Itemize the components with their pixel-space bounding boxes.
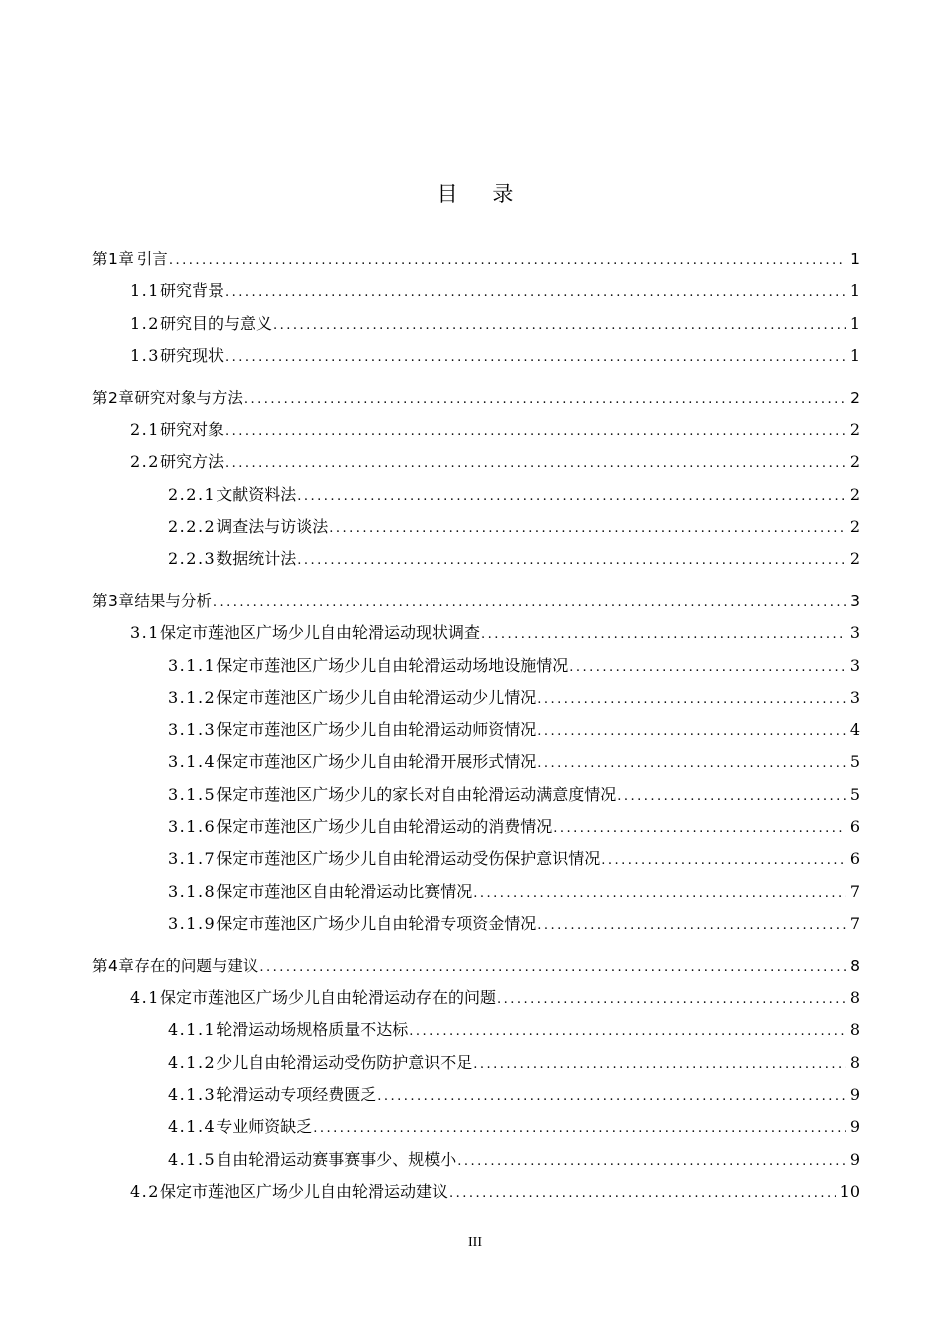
toc-dot-leader: [568, 652, 846, 684]
toc-dot-leader: [328, 513, 846, 545]
toc-dot-leader: [224, 448, 846, 480]
toc-entry-page: 3: [849, 687, 860, 707]
toc-entry-title: 保定市莲池区广场少儿自由轮滑开展形式情况: [216, 752, 537, 772]
toc-dot-leader: [272, 310, 846, 342]
toc-entry-number: 3.1.4: [168, 752, 217, 772]
toc-dot-leader: [408, 1016, 846, 1048]
toc-entry-number: 4.1: [130, 988, 160, 1008]
toc-section-entry[interactable]: [92, 982, 860, 1014]
toc-section-entry[interactable]: [92, 876, 860, 908]
toc-section-entry[interactable]: [92, 308, 860, 340]
toc-section-entry[interactable]: [92, 1014, 860, 1046]
toc-entry-title: 数据统计法: [216, 549, 297, 569]
toc-entry-title: 保定市莲池区广场少儿自由轮滑专项资金情况: [216, 913, 537, 933]
toc-entry-title: 引言: [136, 250, 168, 268]
toc-section-entry[interactable]: [92, 1047, 860, 1079]
toc-entry-title: 研究方法: [159, 452, 224, 472]
toc-entry-number: 2.1: [130, 419, 160, 439]
toc-dot-leader: [168, 245, 846, 277]
toc-entry-page: 10: [839, 1181, 860, 1201]
toc-dot-leader: [243, 384, 846, 416]
toc-entry-title: 调查法与访谈法: [216, 516, 329, 536]
toc-section-entry[interactable]: [92, 617, 860, 649]
toc-dot-leader: [224, 416, 846, 448]
toc-entry-page: 8: [849, 1052, 860, 1072]
toc-chapter-entry[interactable]: [92, 950, 860, 982]
toc-dot-leader: [536, 716, 846, 748]
toc-entry-number: 3.1.9: [168, 913, 217, 933]
toc-chapter-entry[interactable]: [92, 382, 860, 414]
toc-entry-page: 1: [849, 281, 860, 301]
toc-section-entry[interactable]: [92, 746, 860, 778]
toc-entry-number: 2.2.3: [168, 549, 217, 569]
table-of-contents: [92, 243, 860, 1208]
toc-section-entry[interactable]: [92, 1079, 860, 1111]
toc-entry-page: 8: [849, 988, 860, 1008]
toc-entry-number: 1.3: [130, 345, 160, 365]
toc-entry-number: 4.1.2: [168, 1052, 217, 1072]
toc-entry-page: 3: [850, 591, 860, 610]
toc-entry-title: 保定市莲池区广场少儿自由轮滑运动的消费情况: [216, 817, 553, 837]
toc-dot-leader: [536, 748, 846, 780]
toc-entry-title: 保定市莲池区广场少儿自由轮滑运动现状调查: [159, 623, 480, 643]
toc-entry-title: 结果与分析: [134, 591, 212, 610]
toc-dot-leader: [312, 1113, 846, 1145]
toc-entry-number: 3.1.8: [168, 881, 217, 901]
toc-dot-leader: [472, 878, 846, 910]
toc-entry-page: 3: [849, 623, 860, 643]
toc-entry-page: 8: [850, 956, 860, 975]
toc-section-entry[interactable]: [92, 340, 860, 372]
toc-dot-leader: [296, 545, 846, 577]
toc-section-entry[interactable]: [92, 908, 860, 940]
toc-section-entry[interactable]: [92, 543, 860, 575]
toc-dot-leader: [536, 684, 846, 716]
toc-entry-page: 2: [849, 549, 860, 569]
toc-entry-page: 7: [849, 913, 860, 933]
toc-entry-title: 保定市莲池区广场少儿自由轮滑运动场地设施情况: [216, 655, 569, 675]
toc-entry-number: 3.1.5: [168, 784, 217, 804]
toc-entry-number: 3.1.6: [168, 817, 217, 837]
toc-entry-title: 保定市莲池区自由轮滑运动比赛情况: [216, 881, 473, 901]
toc-entry-page: 2: [849, 419, 860, 439]
toc-title: 目 录: [436, 182, 528, 206]
toc-section-entry[interactable]: [92, 446, 860, 478]
toc-entry-number: 3.1.1: [168, 655, 217, 675]
toc-entry-title: 保定市莲池区广场少儿自由轮滑运动少儿情况: [216, 687, 537, 707]
toc-entry-number: 第3章: [92, 591, 135, 610]
toc-dot-leader: [552, 813, 846, 845]
toc-entry-page: 9: [849, 1117, 860, 1137]
toc-entry-page: 9: [849, 1149, 860, 1169]
toc-section-entry[interactable]: [92, 650, 860, 682]
toc-entry-number: 3.1: [130, 623, 160, 643]
toc-entry-page: 1: [850, 250, 860, 268]
toc-entry-page: 2: [850, 388, 860, 407]
toc-entry-page: 7: [849, 881, 860, 901]
toc-dot-leader: [472, 1049, 846, 1081]
toc-entry-title: 保定市莲池区广场少儿自由轮滑运动存在的问题: [159, 988, 496, 1008]
toc-chapter-entry[interactable]: [92, 585, 860, 617]
toc-entry-number: 2.2.1: [168, 484, 217, 504]
toc-entry-title: 保定市莲池区广场少儿自由轮滑运动师资情况: [216, 720, 537, 740]
toc-section-entry[interactable]: [92, 1176, 860, 1208]
toc-entry-title: 存在的问题与建议: [134, 956, 259, 975]
toc-section-entry[interactable]: [92, 779, 860, 811]
toc-entry-page: 5: [849, 752, 860, 772]
toc-entry-number: 第2章: [92, 388, 135, 407]
toc-entry-title: 专业师资缺乏: [216, 1117, 313, 1137]
toc-entry-number: 第4章: [92, 956, 135, 975]
toc-entry-page: 8: [849, 1020, 860, 1040]
toc-entry-title: 研究背景: [159, 281, 224, 301]
toc-entry-page: 1: [849, 345, 860, 365]
toc-dot-leader: [536, 910, 846, 942]
toc-section-entry[interactable]: [92, 682, 860, 714]
toc-dot-leader: [376, 1081, 846, 1113]
toc-entry-number: 3.1.3: [168, 720, 217, 740]
toc-entry-number: 1.2: [130, 313, 160, 333]
toc-entry-page: 4: [849, 720, 860, 740]
toc-entry-number: 第1章: [92, 250, 135, 268]
toc-entry-number: 4.2: [130, 1181, 160, 1201]
toc-entry-title: 文献资料法: [216, 484, 297, 504]
toc-entry-page: 1: [849, 313, 860, 333]
toc-dot-leader: [616, 781, 846, 813]
toc-entry-number: 4.1.3: [168, 1084, 217, 1104]
toc-entry-page: 2: [849, 452, 860, 472]
toc-dot-leader: [496, 984, 846, 1016]
toc-section-entry[interactable]: [92, 1144, 860, 1176]
toc-entry-number: 4.1.5: [168, 1149, 217, 1169]
toc-dot-leader: [258, 952, 846, 984]
toc-dot-leader: [448, 1178, 836, 1210]
toc-section-entry[interactable]: [92, 811, 860, 843]
toc-entry-title: 保定市莲池区广场少儿自由轮滑运动建议: [159, 1181, 448, 1201]
toc-entry-title: 轮滑运动场规格质量不达标: [216, 1020, 409, 1040]
toc-entry-page: 3: [849, 655, 860, 675]
toc-entry-number: 2.2.2: [168, 516, 217, 536]
toc-section-entry[interactable]: [92, 414, 860, 446]
toc-dot-leader: [296, 481, 846, 513]
toc-entry-page: 6: [849, 817, 860, 837]
toc-entry-title: 自由轮滑运动赛事赛事少、规模小: [216, 1149, 457, 1169]
toc-entry-page: 2: [849, 516, 860, 536]
toc-entry-page: 5: [849, 784, 860, 804]
toc-entry-page: 2: [849, 484, 860, 504]
toc-dot-leader: [600, 845, 846, 877]
toc-dot-leader: [480, 619, 846, 651]
toc-section-entry[interactable]: [92, 843, 860, 875]
toc-chapter-entry[interactable]: [92, 243, 860, 275]
toc-entry-title: 少儿自由轮滑运动受伤防护意识不足: [216, 1052, 473, 1072]
toc-entry-number: 4.1.1: [168, 1020, 217, 1040]
toc-entry-title: 轮滑运动专项经费匮乏: [216, 1084, 377, 1104]
toc-entry-title: 研究目的与意义: [159, 313, 272, 333]
toc-entry-number: 1.1: [130, 281, 160, 301]
toc-section-entry[interactable]: [92, 1111, 860, 1143]
toc-entry-page: 9: [849, 1084, 860, 1104]
toc-dot-leader: [224, 277, 846, 309]
toc-dot-leader: [212, 587, 846, 619]
toc-entry-title: 研究对象: [159, 419, 224, 439]
toc-section-entry[interactable]: [92, 275, 860, 307]
toc-entry-page: 6: [849, 849, 860, 869]
toc-section-entry[interactable]: [92, 714, 860, 746]
toc-dot-leader: [224, 342, 846, 374]
toc-dot-leader: [456, 1146, 846, 1178]
toc-entry-title: 研究现状: [159, 345, 224, 365]
toc-entry-number: 3.1.2: [168, 687, 217, 707]
page-number: III: [468, 1235, 482, 1250]
toc-entry-number: 2.2: [130, 452, 160, 472]
toc-entry-number: 3.1.7: [168, 849, 217, 869]
toc-section-entry[interactable]: [92, 511, 860, 543]
toc-entry-title: 研究对象与方法: [134, 388, 243, 407]
toc-entry-title: 保定市莲池区广场少儿自由轮滑运动受伤保护意识情况: [216, 849, 601, 869]
toc-entry-title: 保定市莲池区广场少儿的家长对自由轮滑运动满意度情况: [216, 784, 617, 804]
toc-entry-number: 4.1.4: [168, 1117, 217, 1137]
toc-section-entry[interactable]: [92, 479, 860, 511]
